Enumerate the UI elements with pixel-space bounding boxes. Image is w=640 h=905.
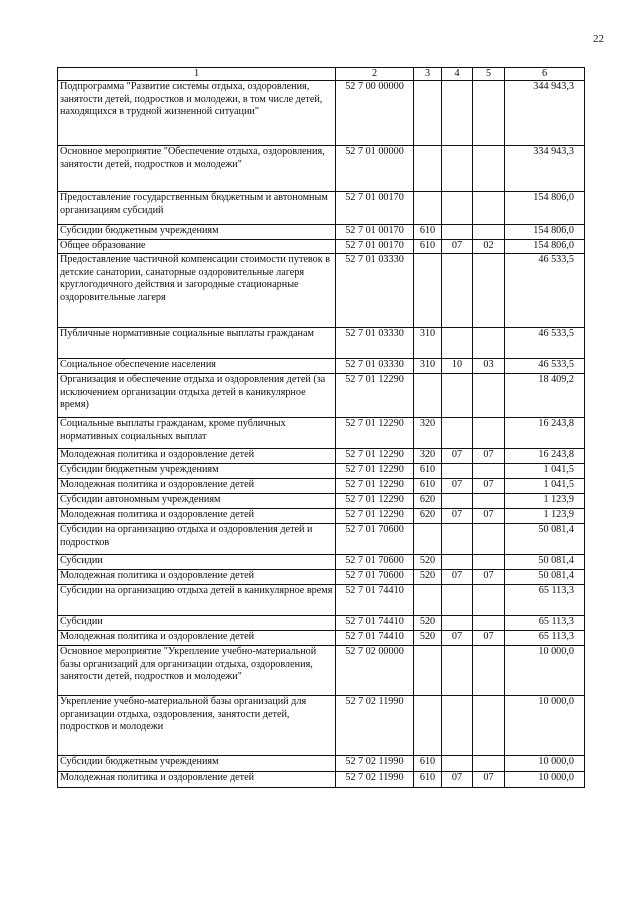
table-row — [58, 555, 585, 570]
row-name-cell: Социальное обеспечение населения — [58, 359, 336, 374]
row-vr-cell — [414, 646, 442, 696]
row-sum-cell: 1 123,9 — [505, 509, 585, 524]
row-sum-cell: 46 533,5 — [505, 328, 585, 359]
row-pr-cell: 07 — [473, 449, 505, 464]
table-row — [58, 756, 585, 772]
row-pr-cell: 07 — [473, 479, 505, 494]
row-rz-cell — [442, 146, 473, 192]
table-row — [58, 772, 585, 788]
row-sum-cell: 1 041,5 — [505, 479, 585, 494]
row-code-cell: 52 7 00 00000 — [336, 81, 414, 146]
row-vr-cell: 310 — [414, 328, 442, 359]
row-sum-cell: 16 243,8 — [505, 418, 585, 449]
row-code-cell: 52 7 02 11990 — [336, 696, 414, 756]
row-sum-cell: 46 533,5 — [505, 359, 585, 374]
row-name-cell: Основное мероприятие "Укрепление учебно-материальной базы организаций для организации отдыха, оздоровления, занятости детей, подростков и молодежи" — [58, 646, 336, 696]
row-rz-cell — [442, 585, 473, 616]
row-name-cell: Молодежная политика и оздоровление детей — [58, 570, 336, 585]
row-vr-cell: 520 — [414, 570, 442, 585]
row-rz-cell — [442, 374, 473, 418]
table-row — [58, 254, 585, 328]
row-rz-cell: 10 — [442, 359, 473, 374]
row-code-cell: 52 7 01 00170 — [336, 240, 414, 254]
row-vr-cell — [414, 81, 442, 146]
row-code-cell: 52 7 02 00000 — [336, 646, 414, 696]
row-rz-cell — [442, 555, 473, 570]
row-pr-cell — [473, 146, 505, 192]
row-vr-cell: 610 — [414, 479, 442, 494]
row-rz-cell: 07 — [442, 240, 473, 254]
row-rz-cell: 07 — [442, 631, 473, 646]
row-pr-cell — [473, 418, 505, 449]
row-rz-cell: 07 — [442, 449, 473, 464]
row-vr-cell — [414, 524, 442, 555]
row-name-cell: Субсидии на организацию отдыха и оздоровления детей и подростков — [58, 524, 336, 555]
row-code-cell: 52 7 01 74410 — [336, 585, 414, 616]
table-row — [58, 509, 585, 524]
row-code-cell: 52 7 01 70600 — [336, 555, 414, 570]
row-name-cell: Публичные нормативные социальные выплаты гражданам — [58, 328, 336, 359]
row-code-cell: 52 7 01 70600 — [336, 570, 414, 585]
row-sum-cell: 344 943,3 — [505, 81, 585, 146]
table-row — [58, 524, 585, 555]
row-name-cell: Организация и обеспечение отдыха и оздоровления детей (за исключением организации отдыха детей в каникулярное время) — [58, 374, 336, 418]
row-code-cell: 52 7 01 12290 — [336, 464, 414, 479]
row-code-cell: 52 7 01 12290 — [336, 509, 414, 524]
table-row — [58, 585, 585, 616]
table-row — [58, 570, 585, 585]
row-pr-cell — [473, 328, 505, 359]
row-rz-cell — [442, 494, 473, 509]
table-row — [58, 449, 585, 464]
row-vr-cell: 610 — [414, 225, 442, 240]
row-vr-cell: 520 — [414, 555, 442, 570]
row-name-cell: Молодежная политика и оздоровление детей — [58, 631, 336, 646]
row-vr-cell — [414, 254, 442, 328]
row-name-cell: Общее образование — [58, 240, 336, 254]
row-sum-cell: 10 000,0 — [505, 772, 585, 788]
row-name-cell: Молодежная политика и оздоровление детей — [58, 479, 336, 494]
row-sum-cell: 10 000,0 — [505, 696, 585, 756]
row-name-cell: Субсидии на организацию отдыха детей в каникулярное время — [58, 585, 336, 616]
row-name-cell: Молодежная политика и оздоровление детей — [58, 509, 336, 524]
row-pr-cell — [473, 756, 505, 772]
row-sum-cell: 1 041,5 — [505, 464, 585, 479]
col-header-rz: 4 — [442, 68, 473, 81]
row-name-cell: Укрепление учебно-материальной базы организаций для организации отдыха, оздоровления, занятости детей, подростков и молодежи — [58, 696, 336, 756]
row-code-cell: 52 7 01 00170 — [336, 225, 414, 240]
row-vr-cell — [414, 146, 442, 192]
row-sum-cell: 154 806,0 — [505, 192, 585, 225]
row-code-cell: 52 7 01 74410 — [336, 631, 414, 646]
row-sum-cell: 46 533,5 — [505, 254, 585, 328]
row-name-cell: Субсидии — [58, 555, 336, 570]
row-pr-cell: 02 — [473, 240, 505, 254]
row-rz-cell — [442, 464, 473, 479]
row-rz-cell — [442, 328, 473, 359]
row-name-cell: Молодежная политика и оздоровление детей — [58, 449, 336, 464]
row-vr-cell: 520 — [414, 631, 442, 646]
row-vr-cell: 620 — [414, 509, 442, 524]
table-row — [58, 359, 585, 374]
row-rz-cell — [442, 225, 473, 240]
row-sum-cell: 65 113,3 — [505, 631, 585, 646]
table-body — [58, 81, 585, 788]
row-sum-cell: 50 081,4 — [505, 524, 585, 555]
row-pr-cell: 07 — [473, 570, 505, 585]
row-code-cell: 52 7 01 00170 — [336, 192, 414, 225]
table-row — [58, 328, 585, 359]
table-row — [58, 192, 585, 225]
table-row — [58, 240, 585, 254]
row-sum-cell: 10 000,0 — [505, 646, 585, 696]
row-code-cell: 52 7 01 03330 — [336, 328, 414, 359]
row-pr-cell — [473, 225, 505, 240]
row-vr-cell: 610 — [414, 464, 442, 479]
col-header-vr: 3 — [414, 68, 442, 81]
row-vr-cell — [414, 585, 442, 616]
row-pr-cell: 07 — [473, 631, 505, 646]
row-pr-cell — [473, 585, 505, 616]
table-row — [58, 479, 585, 494]
row-pr-cell — [473, 192, 505, 225]
col-header-code: 2 — [336, 68, 414, 81]
table-row — [58, 81, 585, 146]
row-pr-cell — [473, 464, 505, 479]
row-sum-cell: 16 243,8 — [505, 449, 585, 464]
table-row — [58, 146, 585, 192]
page-number: 22 — [593, 33, 604, 45]
row-rz-cell — [442, 616, 473, 631]
row-code-cell: 52 7 01 12290 — [336, 418, 414, 449]
row-vr-cell: 620 — [414, 494, 442, 509]
row-code-cell: 52 7 01 74410 — [336, 616, 414, 631]
row-pr-cell — [473, 524, 505, 555]
row-name-cell: Субсидии — [58, 616, 336, 631]
row-sum-cell: 1 123,9 — [505, 494, 585, 509]
row-pr-cell — [473, 374, 505, 418]
col-header-sum: 6 — [505, 68, 585, 81]
table-row — [58, 696, 585, 756]
row-name-cell: Подпрограмма "Развитие системы отдыха, оздоровления, занятости детей, подростков и молодежи, в том числе детей, находящихся в трудной жизненной ситуации" — [58, 81, 336, 146]
table-row — [58, 646, 585, 696]
row-sum-cell: 50 081,4 — [505, 555, 585, 570]
row-sum-cell: 154 806,0 — [505, 225, 585, 240]
row-pr-cell: 07 — [473, 772, 505, 788]
header-row — [58, 68, 585, 81]
row-pr-cell — [473, 254, 505, 328]
budget-table — [57, 67, 585, 788]
row-rz-cell — [442, 418, 473, 449]
row-name-cell: Субсидии автономным учреждениям — [58, 494, 336, 509]
row-rz-cell: 07 — [442, 772, 473, 788]
row-pr-cell — [473, 696, 505, 756]
row-pr-cell: 03 — [473, 359, 505, 374]
row-pr-cell — [473, 81, 505, 146]
row-name-cell: Социальные выплаты гражданам, кроме публичных нормативных социальных выплат — [58, 418, 336, 449]
row-code-cell: 52 7 01 03330 — [336, 359, 414, 374]
row-code-cell: 52 7 01 70600 — [336, 524, 414, 555]
table-row — [58, 225, 585, 240]
table-row — [58, 418, 585, 449]
row-rz-cell — [442, 696, 473, 756]
row-pr-cell — [473, 646, 505, 696]
row-rz-cell — [442, 646, 473, 696]
row-name-cell: Предоставление государственным бюджетным и автономным организациям субсидий — [58, 192, 336, 225]
row-rz-cell — [442, 192, 473, 225]
row-vr-cell — [414, 192, 442, 225]
col-header-name: 1 — [58, 68, 336, 81]
table-row — [58, 631, 585, 646]
row-vr-cell: 320 — [414, 418, 442, 449]
row-sum-cell: 334 943,3 — [505, 146, 585, 192]
row-sum-cell: 50 081,4 — [505, 570, 585, 585]
row-name-cell: Субсидии бюджетным учреждениям — [58, 225, 336, 240]
row-name-cell: Субсидии бюджетным учреждениям — [58, 464, 336, 479]
row-name-cell: Молодежная политика и оздоровление детей — [58, 772, 336, 788]
row-vr-cell — [414, 696, 442, 756]
table-row — [58, 464, 585, 479]
row-pr-cell: 07 — [473, 509, 505, 524]
row-name-cell: Предоставление частичной компенсации стоимости путевок в детские санатории, санаторные оздоровительные лагеря круглогодичного действия и загородные стационарные оздоровительные лагеря — [58, 254, 336, 328]
row-sum-cell: 65 113,3 — [505, 585, 585, 616]
row-code-cell: 52 7 02 11990 — [336, 772, 414, 788]
row-code-cell: 52 7 01 12290 — [336, 494, 414, 509]
row-rz-cell — [442, 524, 473, 555]
row-rz-cell — [442, 756, 473, 772]
row-sum-cell: 18 409,2 — [505, 374, 585, 418]
row-pr-cell — [473, 555, 505, 570]
row-code-cell: 52 7 01 12290 — [336, 374, 414, 418]
row-name-cell: Основное мероприятие "Обеспечение отдыха, оздоровления, занятости детей, подростков и молодежи" — [58, 146, 336, 192]
row-rz-cell: 07 — [442, 570, 473, 585]
row-vr-cell: 610 — [414, 240, 442, 254]
table-row — [58, 494, 585, 509]
row-name-cell: Субсидии бюджетным учреждениям — [58, 756, 336, 772]
row-code-cell: 52 7 01 12290 — [336, 449, 414, 464]
row-code-cell: 52 7 02 11990 — [336, 756, 414, 772]
row-sum-cell: 10 000,0 — [505, 756, 585, 772]
row-pr-cell — [473, 494, 505, 509]
row-sum-cell: 65 113,3 — [505, 616, 585, 631]
row-vr-cell — [414, 374, 442, 418]
row-code-cell: 52 7 01 12290 — [336, 479, 414, 494]
row-rz-cell: 07 — [442, 509, 473, 524]
table-row — [58, 374, 585, 418]
row-rz-cell — [442, 81, 473, 146]
row-rz-cell: 07 — [442, 479, 473, 494]
row-vr-cell: 320 — [414, 449, 442, 464]
row-pr-cell — [473, 616, 505, 631]
table-row — [58, 616, 585, 631]
row-code-cell: 52 7 01 00000 — [336, 146, 414, 192]
row-vr-cell: 520 — [414, 616, 442, 631]
row-sum-cell: 154 806,0 — [505, 240, 585, 254]
row-vr-cell: 610 — [414, 756, 442, 772]
row-vr-cell: 610 — [414, 772, 442, 788]
col-header-pr: 5 — [473, 68, 505, 81]
row-code-cell: 52 7 01 03330 — [336, 254, 414, 328]
row-vr-cell: 310 — [414, 359, 442, 374]
row-rz-cell — [442, 254, 473, 328]
